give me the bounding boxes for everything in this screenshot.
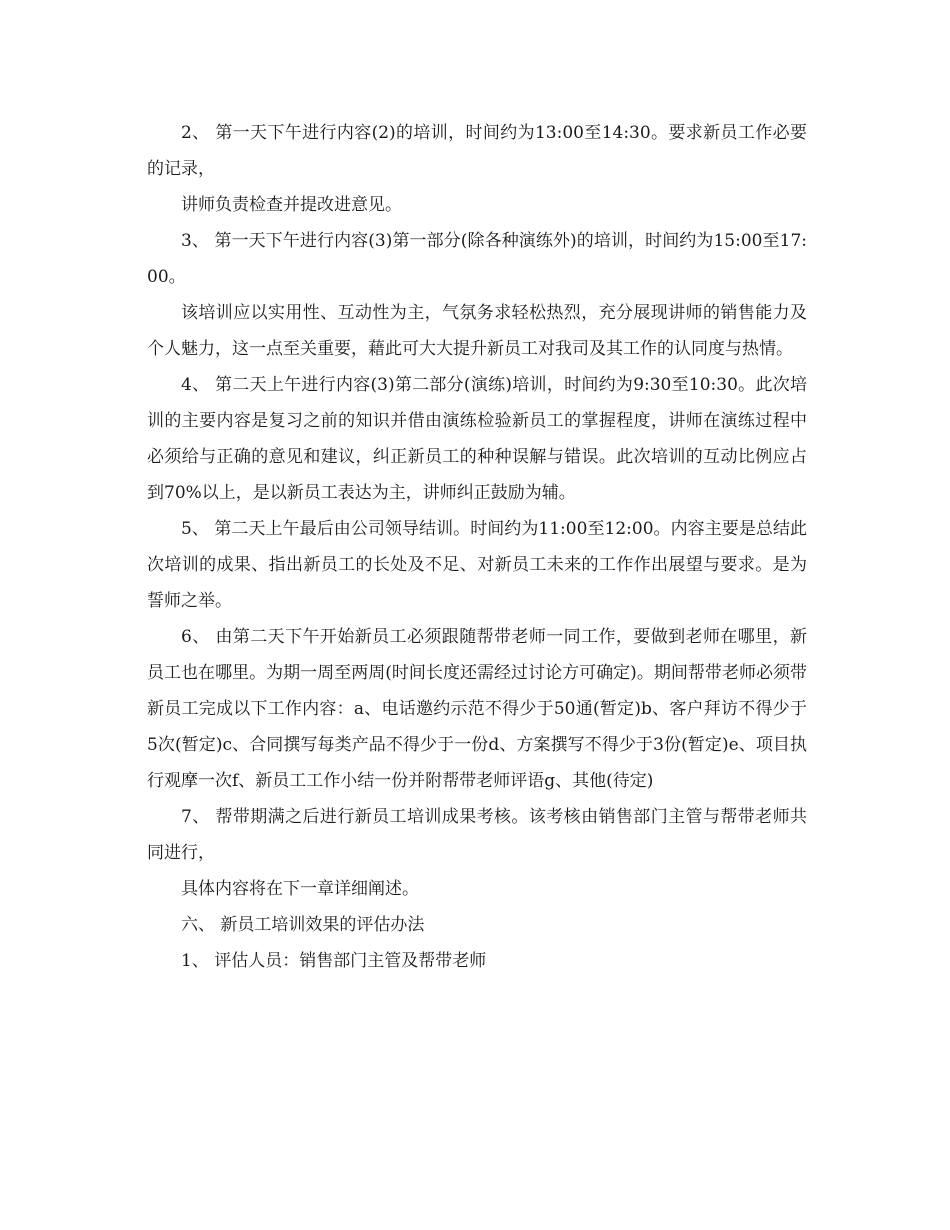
section-heading-evaluation: 六、 新员工培训效果的评估办法 xyxy=(181,915,425,935)
paragraph-item-6-mentoring: 6、 由第二天下午开始新员工必须跟随帮带老师一同工作，要做到老师在哪里，新员工也在哪里。为期一周至两周(时间长度还需经过讨论方可确定)。期间帮带老师必须带新员工完成以下工作内容：a、电话邀约示范不得少于50通(暂定)b、客户拜访不得少于5次(暂定)c、合同撰写每类产品不得少于一份d、方案撰写不得少于3份(暂定)e、项目执行观摩一次f、新员工工作小结一份并附帮带老师评语g、其他(待定) xyxy=(147,627,807,791)
paragraph-item-1-evaluators: 1、 评估人员：销售部门主管及帮带老师 xyxy=(181,951,487,971)
paragraph-item-5-closing: 5、 第二天上午最后由公司领导结训。时间约为11:00至12:00。内容主要是总结此次培训的成果、指出新员工的长处及不足、对新员工未来的工作作出展望与要求。是为誓师之举。 xyxy=(147,519,807,611)
paragraph-next-chapter: 具体内容将在下一章详细阐述。 xyxy=(181,879,419,899)
paragraph-item-2-training-afternoon: 2、 第一天下午进行内容(2)的培训，时间约为13:00至14:30。要求新员工作必要的记录， xyxy=(147,123,807,179)
paragraph-item-7-assessment: 7、 帮带期满之后进行新员工培训成果考核。该考核由销售部门主管与帮带老师共同进行， xyxy=(147,807,807,863)
document-body xyxy=(147,115,807,979)
paragraph-lecturer-check: 讲师负责检查并提改进意见。 xyxy=(181,195,402,215)
paragraph-item-3-training-part-one: 3、 第一天下午进行内容(3)第一部分(除各种演练外)的培训，时间约为15:00至17:00。 xyxy=(147,231,807,287)
paragraph-training-style: 该培训应以实用性、互动性为主，气氛务求轻松热烈，充分展现讲师的销售能力及个人魅力，这一点至关重要，藉此可大大提升新员工对我司及其工作的认同度与热情。 xyxy=(147,303,807,359)
paragraph-item-4-drill-training: 4、 第二天上午进行内容(3)第二部分(演练)培训，时间约为9:30至10:30。此次培训的主要内容是复习之前的知识并借由演练检验新员工的掌握程度，讲师在演练过程中必须给与正确的意见和建议，纠正新员工的种种误解与错误。此次培训的互动比例应占到70%以上，是以新员工表达为主，讲师纠正鼓励为辅。 xyxy=(147,375,807,503)
